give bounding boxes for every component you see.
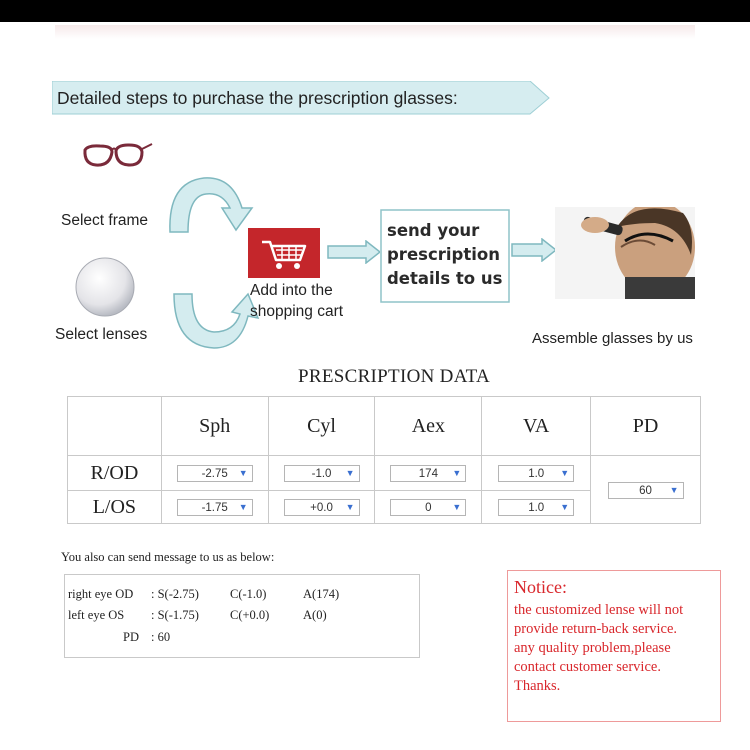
add-cart-line1: Add into the (250, 282, 333, 299)
pd-label: PD (123, 630, 139, 644)
pd-sample-value: : 60 (151, 630, 171, 644)
rod-cyl-select[interactable] (284, 465, 360, 482)
chevron-down-icon: ▼ (452, 502, 462, 512)
shopping-cart-icon (248, 228, 320, 278)
cell-rod-aex (375, 456, 482, 491)
prescription-table (67, 396, 701, 524)
cell-rod-va (482, 456, 591, 491)
cell-los-sph (161, 491, 268, 524)
los-aex-value: 0 (425, 502, 432, 514)
los-va-value: 1.0 (528, 502, 545, 514)
chevron-down-icon: ▼ (345, 502, 355, 512)
col-header-cyl: Cyl (268, 397, 375, 456)
send-details-box (380, 209, 510, 303)
left-eye-c: C(+0.0) (230, 608, 270, 622)
pd-value: 60 (639, 484, 652, 497)
notice-line1: the customized lense will not (514, 602, 684, 618)
top-divider (55, 25, 695, 39)
left-eye-s: : S(-1.75) (151, 608, 199, 622)
chevron-down-icon: ▼ (669, 484, 679, 495)
cell-rod-cyl (268, 456, 375, 491)
cell-pd (591, 456, 701, 524)
cell-los-cyl (268, 491, 375, 524)
chevron-down-icon: ▼ (560, 502, 570, 512)
shopping-cart-tile (248, 228, 320, 278)
cell-rod-sph (161, 456, 268, 491)
send-line2: prescription (387, 245, 500, 264)
banner-title: Detailed steps to purchase the prescription glasses: (57, 88, 458, 108)
send-details-text (387, 219, 502, 291)
rod-va-select[interactable] (498, 465, 574, 482)
los-sph-value: -1.75 (201, 502, 228, 514)
man-trying-glasses-image (555, 207, 695, 299)
chevron-down-icon: ▼ (560, 468, 570, 478)
add-cart-label (250, 280, 343, 322)
right-arrow-icon-2 (510, 238, 558, 262)
chevron-down-icon: ▼ (238, 502, 248, 512)
los-cyl-select[interactable] (284, 499, 360, 516)
rod-va-value: 1.0 (528, 468, 545, 480)
cell-los-va (482, 491, 591, 524)
notice-line3: any quality problem,please (514, 640, 671, 656)
notice-body (514, 601, 722, 696)
notice-line4: contact customer service. (514, 659, 661, 675)
chevron-down-icon: ▼ (345, 468, 355, 478)
notice-line2: provide return-back service. (514, 621, 678, 637)
left-eye-a: A(0) (303, 608, 327, 622)
message-sample-box (64, 574, 420, 658)
lens-icon (74, 256, 136, 318)
select-lenses-label: Select lenses (55, 326, 148, 343)
right-eye-c: C(-1.0) (230, 587, 267, 601)
chevron-down-icon: ▼ (452, 468, 462, 478)
rod-sph-value: -2.75 (201, 468, 228, 480)
row-label-los: L/OS (68, 491, 162, 524)
curved-arrow-top-icon (160, 168, 260, 240)
row-label-rod: R/OD (68, 456, 162, 491)
prescription-title: PRESCRIPTION DATA (298, 366, 491, 387)
los-sph-select[interactable] (177, 499, 253, 516)
left-eye-label: left eye OS (68, 608, 125, 622)
col-header-pd: PD (591, 397, 701, 456)
add-cart-line2: shopping cart (250, 303, 344, 320)
notice-box (507, 570, 721, 722)
rod-sph-select[interactable] (177, 465, 253, 482)
rod-aex-value: 174 (418, 468, 438, 480)
glasses-frame-icon (82, 140, 154, 170)
send-line3: details to us (387, 269, 503, 288)
los-va-select[interactable] (498, 499, 574, 516)
los-aex-select[interactable] (390, 499, 466, 516)
right-eye-a: A(174) (303, 587, 340, 601)
cell-los-aex (375, 491, 482, 524)
rod-cyl-value: -1.0 (311, 468, 332, 480)
pd-select[interactable] (608, 482, 684, 499)
table-corner-cell (68, 397, 162, 456)
message-intro: You also can send message to us as below: (61, 550, 275, 564)
chevron-down-icon: ▼ (238, 468, 248, 478)
col-header-va: VA (482, 397, 591, 456)
los-cyl-value: +0.0 (310, 502, 333, 514)
right-eye-label: right eye OD (68, 587, 134, 601)
col-header-sph: Sph (161, 397, 268, 456)
assemble-label: Assemble glasses by us (532, 330, 693, 347)
top-black-bar (0, 0, 750, 22)
right-arrow-icon (326, 240, 382, 264)
notice-title: Notice: (514, 577, 567, 597)
notice-line5: Thanks. (514, 678, 561, 694)
col-header-aex: Aex (375, 397, 482, 456)
steps-banner (52, 81, 550, 115)
select-frame-label: Select frame (61, 212, 149, 229)
right-eye-s: : S(-2.75) (151, 587, 199, 601)
send-line1: send your (387, 221, 480, 240)
rod-aex-select[interactable] (390, 465, 466, 482)
